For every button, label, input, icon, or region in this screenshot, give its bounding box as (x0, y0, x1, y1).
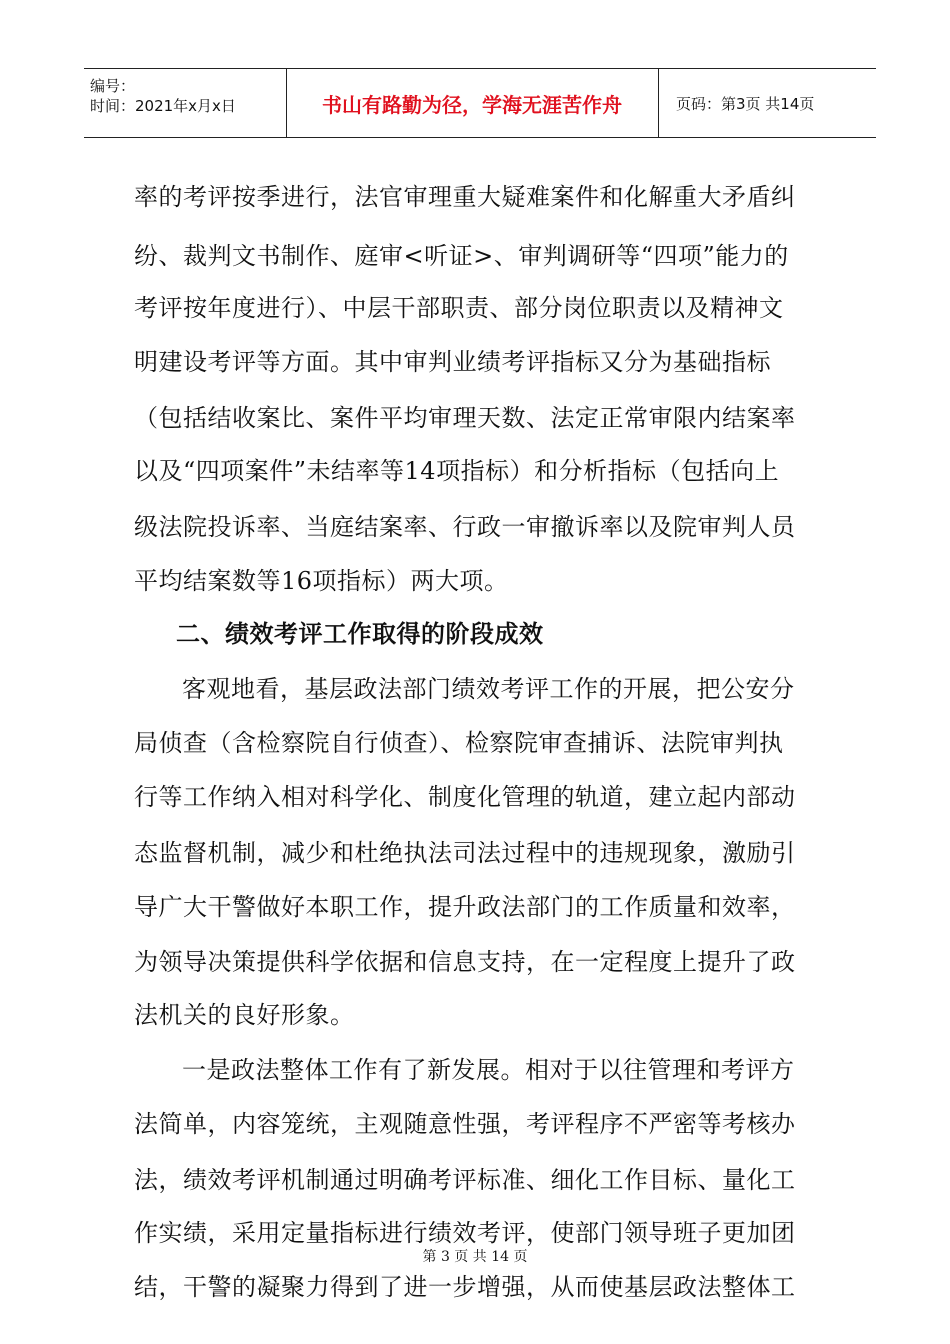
body-line: 作实绩，采用定量指标进行绩效考评，使部门领导班子更加团 (134, 1219, 796, 1247)
document-time-label: 时间：2021年x月x日 (90, 97, 236, 115)
body-line: （包括结收案比、案件平均审理天数、法定正常审限内结案率 (134, 404, 796, 432)
body-line: 一是政法整体工作有了新发展。相对于以往管理和考评方 (182, 1056, 795, 1084)
body-line: 为领导决策提供科学依据和信息支持，在一定程度上提升了政 (134, 948, 796, 976)
body-line: 客观地看，基层政法部门绩效考评工作的开展，把公安分 (182, 675, 795, 703)
body-line: 态监督机制，减少和杜绝执法司法过程中的违规现象，激励引 (134, 839, 796, 867)
body-line: 纷、裁判文书制作、庭审<听证>、审判调研等“四项”能力的 (134, 242, 789, 270)
body-line: 行等工作纳入相对科学化、制度化管理的轨道，建立起内部动 (134, 783, 796, 811)
body-line: 平均结案数等16项指标）两大项。 (134, 567, 509, 595)
header-divider (658, 69, 659, 137)
document-number-label: 编号： (90, 77, 136, 95)
section-heading: 二、绩效考评工作取得的阶段成效 (176, 620, 544, 648)
body-line: 级法院投诉率、当庭结案率、行政一审撤诉率以及院审判人员 (134, 513, 796, 541)
body-line: 法，绩效考评机制通过明确考评标准、细化工作目标、量化工 (134, 1166, 796, 1194)
header-motto: 书山有路勤为径，学海无涯苦作舟 (322, 92, 622, 117)
header-meta (84, 69, 286, 137)
page-footer: 第 3 页 共 14 页 (422, 1249, 528, 1265)
body-line: 法机关的良好形象。 (134, 1001, 355, 1029)
body-line: 局侦查（含检察院自行侦查）、检察院审查捕诉、法院审判执 (134, 729, 784, 757)
body-line: 以及“四项案件”未结率等14项指标）和分析指标（包括向上 (134, 457, 780, 485)
body-line: 导广大干警做好本职工作，提升政法部门的工作质量和效率， (134, 893, 796, 921)
body-line: 考评按年度进行）、中层干部职责、部分岗位职责以及精神文 (134, 294, 784, 322)
body-line: 率的考评按季进行，法官审理重大疑难案件和化解重大矛盾纠 (134, 183, 796, 211)
body-line: 法简单，内容笼统，主观随意性强，考评程序不严密等考核办 (134, 1110, 796, 1138)
page-header (84, 68, 876, 138)
body-line: 结，干警的凝聚力得到了进一步增强，从而使基层政法整体工 (134, 1273, 796, 1301)
header-page-info: 页码：第3页 共14页 (676, 94, 815, 113)
body-line: 明建设考评等方面。其中审判业绩考评指标又分为基础指标 (134, 348, 771, 376)
